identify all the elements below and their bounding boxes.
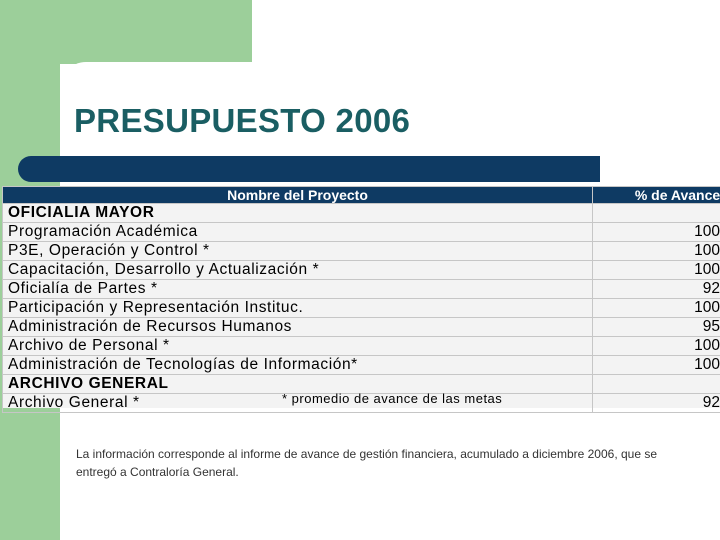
table-footnote: * promedio de avance de las metas bbox=[282, 391, 503, 406]
table-row bbox=[3, 356, 720, 375]
project-name-cell: ARCHIVO GENERAL bbox=[3, 375, 593, 394]
progress-value-cell: 100 bbox=[593, 337, 720, 356]
project-name-cell: OFICIALIA MAYOR bbox=[3, 204, 593, 223]
progress-value-cell: 92 bbox=[593, 280, 720, 299]
project-name-cell: Archivo General * bbox=[3, 394, 593, 413]
progress-value-cell bbox=[593, 375, 720, 394]
progress-value-cell: 100 bbox=[593, 223, 720, 242]
budget-table bbox=[2, 186, 720, 413]
header-progress: % de Avance bbox=[593, 187, 720, 204]
table-row bbox=[3, 261, 720, 280]
budget-table-container bbox=[2, 186, 720, 411]
progress-value-cell: 100 bbox=[593, 242, 720, 261]
table-row bbox=[3, 299, 720, 318]
project-name-cell: Capacitación, Desarrollo y Actualización * bbox=[3, 261, 593, 280]
title-underline-bar bbox=[18, 156, 600, 182]
table-row bbox=[3, 280, 720, 299]
project-name-cell: P3E, Operación y Control * bbox=[3, 242, 593, 261]
progress-value-cell: 95 bbox=[593, 318, 720, 337]
table-row bbox=[3, 318, 720, 337]
info-note: La información corresponde al informe de avance de gestión financiera, acumulado a diciembre 2006, que se entregó a Contraloría General. bbox=[76, 447, 658, 479]
slide-title: PRESUPUESTO 2006 bbox=[74, 102, 411, 139]
table-section-row bbox=[3, 204, 720, 223]
progress-value-cell: 100 bbox=[593, 356, 720, 375]
project-name-cell: Participación y Representación Instituc. bbox=[3, 299, 593, 318]
table-row bbox=[3, 223, 720, 242]
progress-value-cell: 92 bbox=[593, 394, 720, 413]
project-name-cell: Programación Académica bbox=[3, 223, 593, 242]
project-name-cell: Archivo de Personal * bbox=[3, 337, 593, 356]
table-row bbox=[3, 337, 720, 356]
project-name-cell: Oficialía de Partes * bbox=[3, 280, 593, 299]
table-row bbox=[3, 242, 720, 261]
progress-value-cell: 100 bbox=[593, 299, 720, 318]
project-name-cell: Administración de Recursos Humanos bbox=[3, 318, 593, 337]
progress-value-cell: 100 bbox=[593, 261, 720, 280]
header-project-name: Nombre del Proyecto bbox=[3, 187, 593, 204]
table-header-row bbox=[3, 187, 720, 204]
progress-value-cell bbox=[593, 204, 720, 223]
project-name-cell: Administración de Tecnologías de Información* bbox=[3, 356, 593, 375]
